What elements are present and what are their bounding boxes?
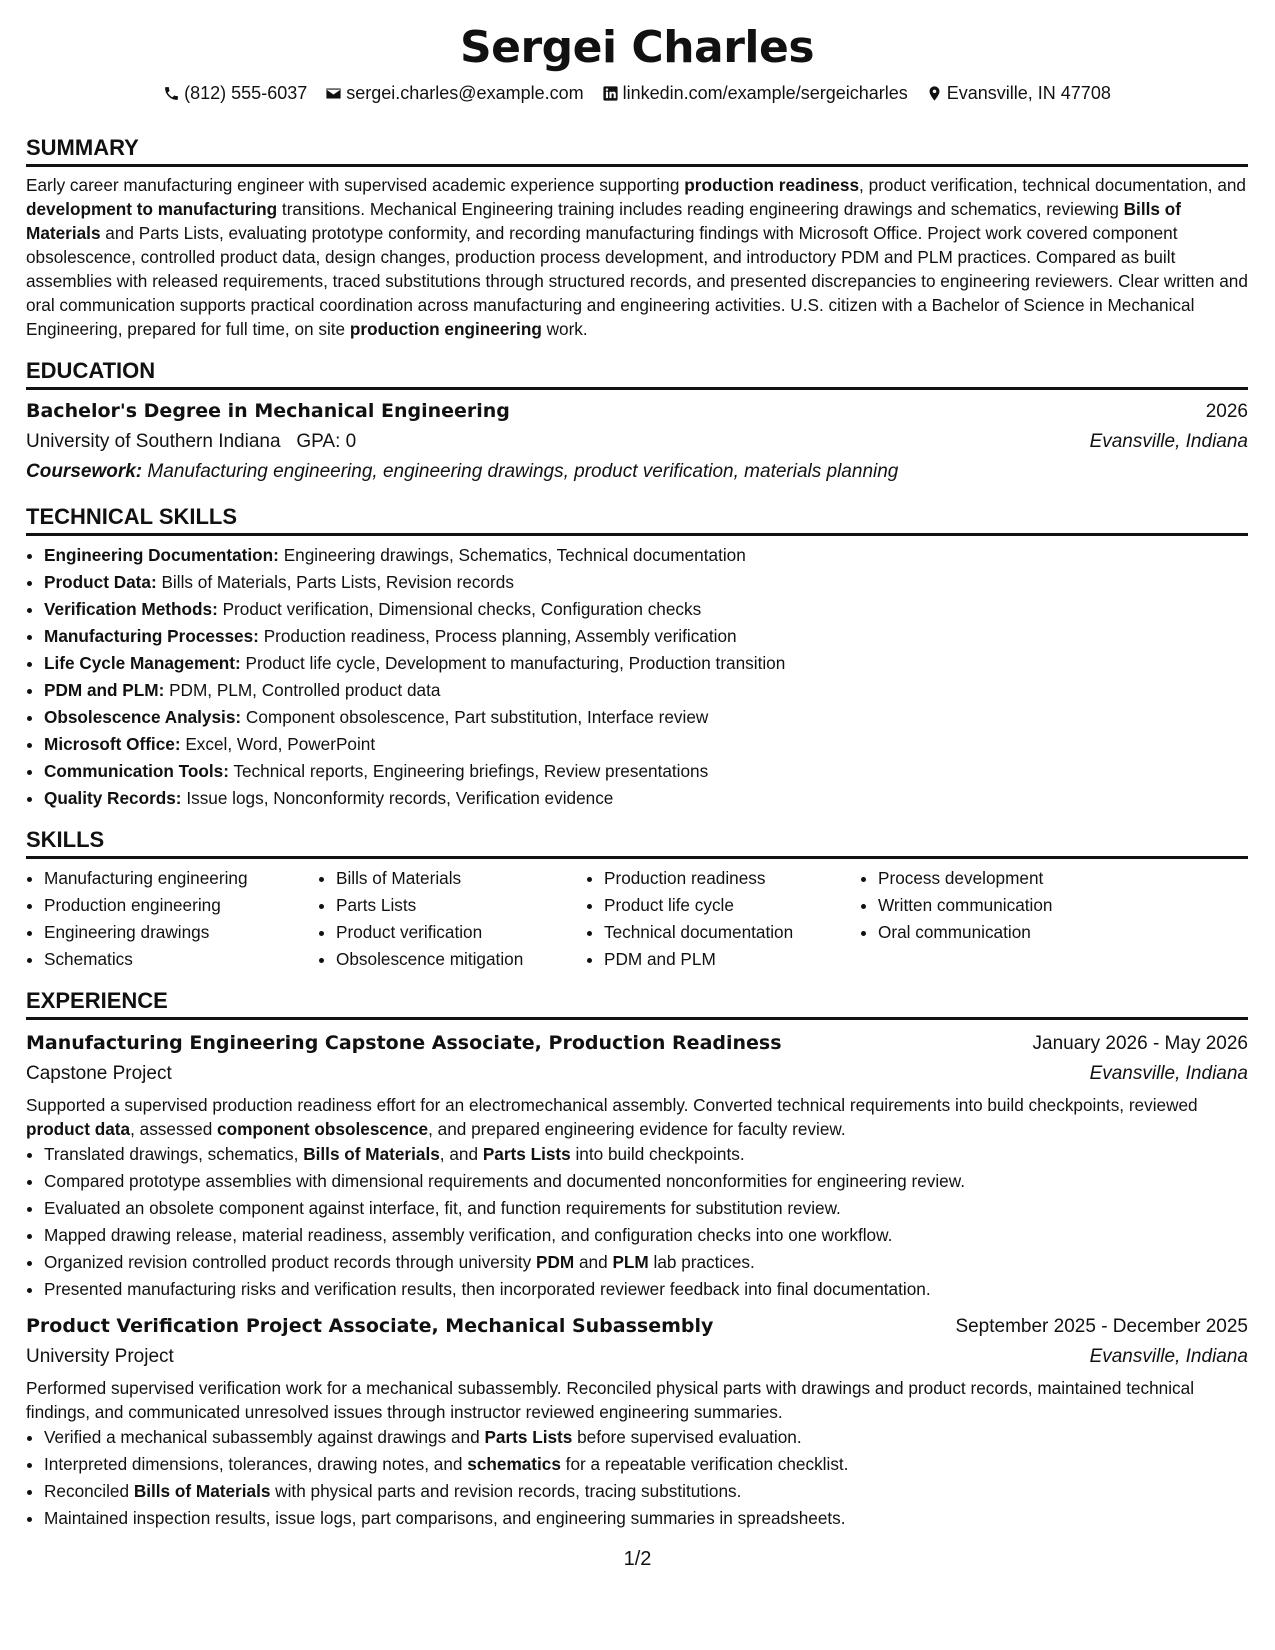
list-item: • Manufacturing engineering: [44, 865, 318, 892]
technical-skills-heading: TECHNICAL SKILLS: [26, 503, 1248, 536]
technical-skills-section: [26, 503, 1248, 812]
job-dates: September 2025 - December 2025: [955, 1316, 1248, 1337]
experience-heading: EXPERIENCE: [26, 987, 1248, 1020]
coursework: Coursework: Manufacturing engineering, engineering drawings, product verification, materials planning: [26, 461, 899, 482]
school-location: Evansville, Indiana: [1089, 431, 1248, 452]
job-org: Capstone Project: [26, 1063, 172, 1084]
job-dates: January 2026 - May 2026: [1032, 1033, 1248, 1054]
list-item: • Maintained inspection results, issue logs, part comparisons, and engineering summaries in spreadsheets.: [44, 1505, 1248, 1532]
summary-text: Early career manufacturing engineer with supervised academic experience supporting production readiness, product verification, technical documentation, and development to manufacturing transitions. Mechanical Engineering training includes reading engineering drawings and schematics, reviewing Bills of Materials and Parts Lists, evaluating prototype conformity, and recording manufacturing findings with Microsoft Office. Project work covered component obsolescence, controlled product data, design changes, production process development, and introductory PDM and PLM practices. Compared as built assemblies with released requirements, traced substitutions through structured records, and presented discrepancies to engineering reviewers. Clear written and oral communication supports practical coordination across manufacturing and engineering activities. U.S. citizen with a Bachelor of Science in Mechanical Engineering, prepared for full time, on site production engineering work.: [26, 175, 1248, 339]
list-item: • Obsolescence Analysis: Component obsolescence, Part substitution, Interface review: [44, 704, 1248, 731]
technical-skills-list: [26, 542, 1248, 812]
list-item: • Evaluated an obsolete component against interface, fit, and function requirements for substitution review.: [44, 1195, 1248, 1222]
education-entry: [26, 396, 1248, 487]
list-item: • Quality Records: Issue logs, Nonconformity records, Verification evidence: [44, 785, 1248, 812]
list-item: • Verification Methods: Product verification, Dimensional checks, Configuration checks: [44, 596, 1248, 623]
list-item: • Interpreted dimensions, tolerances, drawing notes, and schematics for a repeatable verification checklist.: [44, 1451, 1248, 1478]
experience-section: [26, 987, 1248, 1532]
skills-heading: SKILLS: [26, 826, 1248, 859]
degree-title: Bachelor's Degree in Mechanical Engineering: [26, 400, 510, 422]
phone-text: (812) 555-6037: [184, 83, 308, 103]
list-item: • Bills of Materials: [336, 865, 586, 892]
location-text: Evansville, IN 47708: [946, 83, 1111, 103]
candidate-name: Sergei Charles: [459, 22, 815, 73]
linkedin-text: linkedin.com/example/sergeicharles: [622, 83, 908, 103]
education-heading: EDUCATION: [26, 357, 1248, 390]
gpa: GPA: 0: [296, 431, 357, 452]
email-text: sergei.charles@example.com: [346, 83, 584, 103]
list-item: • Translated drawings, schematics, Bills of Materials, and Parts Lists into build checkpoints.: [44, 1141, 1248, 1168]
contact-phone[interactable]: [163, 80, 307, 106]
list-item: • Engineering drawings: [44, 919, 318, 946]
list-item: • Organized revision controlled product records through university PDM and PLM lab practices.: [44, 1249, 1248, 1276]
job-title: Product Verification Project Associate, Mechanical Subassembly: [26, 1315, 714, 1337]
list-item: • Manufacturing Processes: Production readiness, Process planning, Assembly verification: [44, 623, 1248, 650]
job-title: Manufacturing Engineering Capstone Associate, Production Readiness: [26, 1032, 782, 1054]
skills-column-1: [26, 865, 318, 973]
job-location: Evansville, Indiana: [1089, 1346, 1248, 1367]
list-item: • Engineering Documentation: Engineering drawings, Schematics, Technical documentation: [44, 542, 1248, 569]
job-bullets: [26, 1141, 1248, 1303]
contact-linkedin[interactable]: [602, 80, 908, 106]
job-bullets: [26, 1424, 1248, 1532]
list-item: • Communication Tools: Technical reports, Engineering briefings, Review presentations: [44, 758, 1248, 785]
list-item: • Oral communication: [878, 919, 1178, 946]
skills-column-4: [860, 865, 1178, 973]
contact-location: [926, 80, 1111, 106]
list-item: • Life Cycle Management: Product life cycle, Development to manufacturing, Production transition: [44, 650, 1248, 677]
summary-heading: SUMMARY: [26, 134, 1248, 167]
list-item: • Reconciled Bills of Materials with physical parts and revision records, tracing substitutions.: [44, 1478, 1248, 1505]
resume-page: [26, 20, 1248, 1532]
education-section: [26, 357, 1248, 487]
list-item: • Product Data: Bills of Materials, Parts Lists, Revision records: [44, 569, 1248, 596]
job-description: Supported a supervised production readiness effort for an electromechanical assembly. Converted technical requirements into build checkpoints, reviewed product data, assessed component obsolescence, and prepared engineering evidence for faculty review.: [26, 1095, 1198, 1139]
list-item: • Presented manufacturing risks and verification results, then incorporated reviewer feedback into final documentation.: [44, 1276, 1248, 1303]
list-item: • Technical documentation: [604, 919, 860, 946]
list-item: • Process development: [878, 865, 1178, 892]
skills-column-3: [586, 865, 860, 973]
skills-column-2: [318, 865, 586, 973]
list-item: • Production readiness: [604, 865, 860, 892]
list-item: • Obsolescence mitigation: [336, 946, 586, 973]
map-pin-icon: [926, 85, 943, 102]
skills-section: [26, 826, 1248, 973]
list-item: • Microsoft Office: Excel, Word, PowerPoint: [44, 731, 1248, 758]
job-org: University Project: [26, 1346, 174, 1367]
job-location: Evansville, Indiana: [1089, 1063, 1248, 1084]
phone-icon: [163, 85, 180, 102]
list-item: • Product life cycle: [604, 892, 860, 919]
degree-year: 2026: [1205, 401, 1248, 422]
envelope-icon: [325, 85, 342, 102]
list-item: • PDM and PLM: [604, 946, 860, 973]
linkedin-icon: [602, 85, 619, 102]
list-item: • Parts Lists: [336, 892, 586, 919]
list-item: • Verified a mechanical subassembly against drawings and Parts Lists before supervised evaluation.: [44, 1424, 1248, 1451]
list-item: • Compared prototype assemblies with dimensional requirements and documented nonconformities for engineering review.: [44, 1168, 1248, 1195]
skills-grid: [26, 865, 1248, 973]
page-number: 1/2: [623, 1548, 652, 1570]
list-item: • Written communication: [878, 892, 1178, 919]
summary-section: [26, 134, 1248, 341]
contact-bar: [26, 80, 1248, 106]
list-item: • Mapped drawing release, material readiness, assembly verification, and configuration checks into one workflow.: [44, 1222, 1248, 1249]
contact-email[interactable]: [325, 80, 583, 106]
list-item: • PDM and PLM: PDM, PLM, Controlled product data: [44, 677, 1248, 704]
job-entry: [26, 1028, 1248, 1303]
list-item: • Schematics: [44, 946, 318, 973]
list-item: • Production engineering: [44, 892, 318, 919]
list-item: • Product verification: [336, 919, 586, 946]
job-description: Performed supervised verification work for a mechanical subassembly. Reconciled physical parts with drawings and product records, maintained technical findings, and communicated unresolved issues through instructor reviewed engineering summaries.: [26, 1378, 1195, 1422]
school-name: University of Southern Indiana: [26, 431, 281, 452]
job-entry: [26, 1311, 1248, 1532]
